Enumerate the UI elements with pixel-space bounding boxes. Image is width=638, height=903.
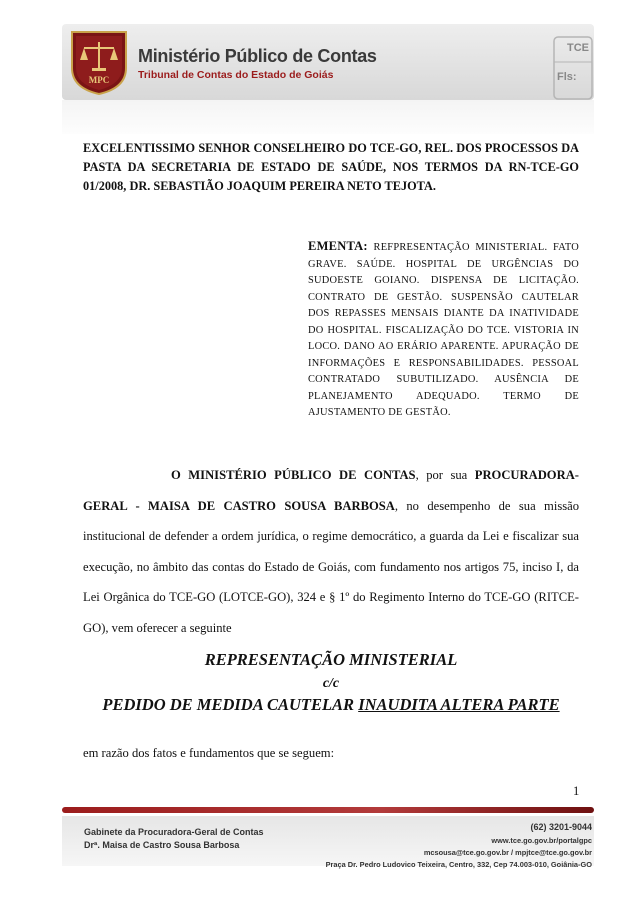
ementa-label: EMENTA: — [308, 239, 368, 253]
header-band — [62, 100, 594, 134]
title-line-3-prefix: PEDIDO DE MEDIDA CAUTELAR — [102, 695, 359, 714]
footer-emails: mcsousa@tce.go.gov.br / mpjtce@tce.go.gov.br — [423, 848, 592, 857]
footer-website: www.tce.go.gov.br/portalgpc — [491, 836, 592, 845]
addressee: EXCELENTISSIMO SENHOR CONSELHEIRO DO TCE-GO, REL. DOS PROCESSOS DA PASTA DA SECRETARIA DE ESTADO DE SAÚDE, NOS TERMOS DA RN-TCE-GO 01/2008, DR. SEBASTIÃO JOAQUIM PEREIRA NETO TEJOTA. — [83, 141, 579, 193]
mpc-logo-icon — [68, 28, 130, 96]
page-number: 1 — [573, 784, 580, 798]
stamp-tce-label: TCE — [567, 42, 589, 54]
body-bold-2: PROCURADORA-GERAL - MAISA DE CASTRO SOUSA BARBOSA — [83, 468, 579, 513]
title-line-3-underlined: INAUDITA ALTERA PARTE — [358, 695, 560, 714]
footer-address: Praça Dr. Pedro Ludovico Teixeira, Centro, 332, Cep 74.003-010, Goiânia-GO — [325, 860, 592, 869]
logo-text: MPC — [88, 75, 110, 85]
title-line-1: REPRESENTAÇÃO MINISTERIAL — [204, 650, 458, 669]
ementa-text: REFPRESENTAÇÃO MINISTERIAL. FATO GRAVE. SAÚDE. HOSPITAL DE URGÊNCIAS DO SUDOESTE GOIANO. DISPENSA DE LICITAÇÃO. CONTRATO DE GESTÃO. SUSPENSÃO CAUTELAR DOS REPASSES MENSAIS DIANTE DA INATIVIDADE DO HOSPITAL. FISCALIZAÇÃO DO TCE. VISTORIA IN LOCO. DANO AO ERÁRIO APARENTE. APURAÇÃO DE INFORMAÇÕES E RESPONSABILIDADES. PESSOAL CONTRATADO SUBUTILIZADO. AUSÊNCIA DE PLANEJAMENTO ADEQUADO. TERMO DE AJUSTAMENTO DE GESTÃO. — [308, 242, 579, 418]
stamp-fls-label: Fls: — [557, 71, 577, 83]
page-header — [0, 0, 638, 135]
body-text-1: , por sua — [415, 468, 475, 482]
title-line-2: c/c — [322, 676, 340, 691]
body-bold-1: O MINISTÉRIO PÚBLICO DE CONTAS — [171, 468, 416, 482]
body-paragraph — [83, 460, 579, 644]
body-text-2: , no desempenho de sua missão institucional de defender a ordem jurídica, o regime democrático, a guarda da Lei e fiscalizar sua execução, no âmbito das contas do Estado de Goiás, com fundamento nos artigos 75, inciso I, da Lei Orgânica do TCE-GO (LOTCE-GO), 324 e § 1º do Regimento Interno do TCE-GO (RITCE-GO), vem oferecer a seguinte — [83, 498, 580, 635]
footer-attorney: Drª. Maisa de Castro Sousa Barbosa — [84, 840, 240, 850]
footer-office: Gabinete da Procuradora-Geral de Contas — [84, 827, 264, 837]
ementa — [308, 238, 579, 422]
footer-phone: (62) 3201-9044 — [530, 822, 592, 832]
title-line-3 — [83, 695, 579, 715]
footer-divider — [62, 807, 594, 813]
org-subtitle: Tribunal de Contas do Estado de Goiás — [138, 69, 334, 81]
closing-sentence: em razão dos fatos e fundamentos que se seguem: — [83, 746, 335, 760]
org-name: Ministério Público de Contas — [138, 46, 377, 66]
